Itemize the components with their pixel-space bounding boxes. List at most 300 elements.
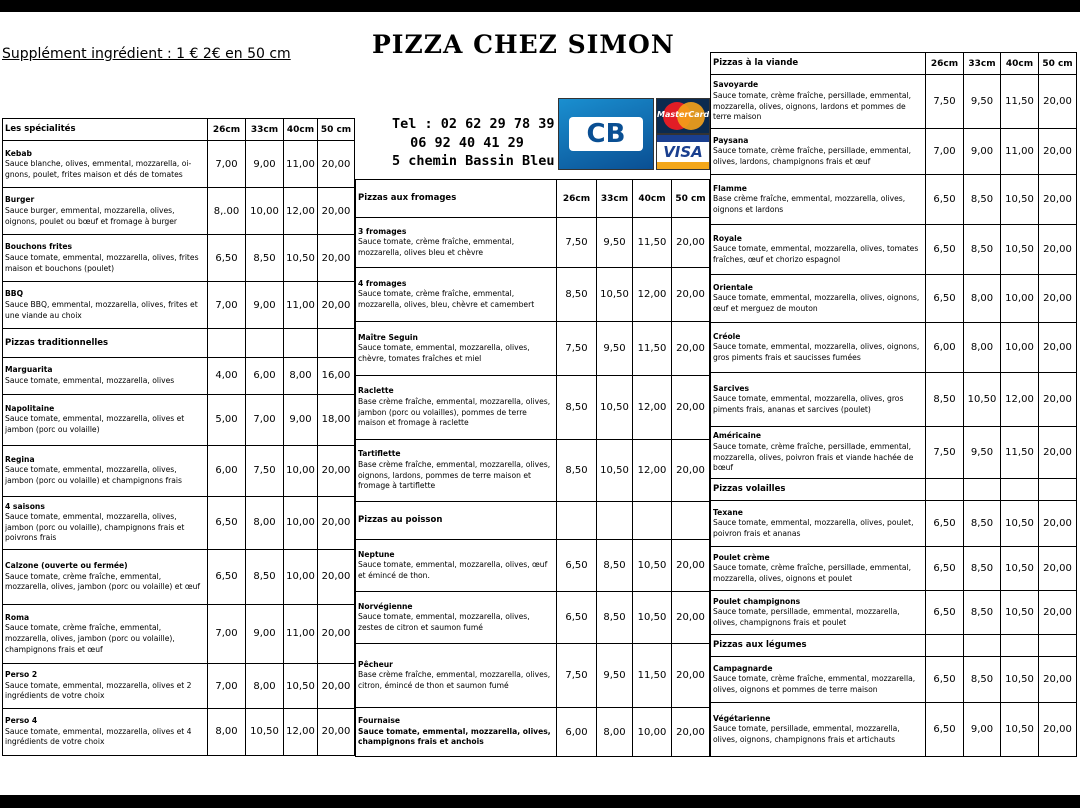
size-header — [318, 329, 355, 358]
item-price: 8,.00 — [208, 188, 246, 235]
item-price: 10,50 — [1001, 657, 1039, 703]
menu-item-campagnarde — [711, 657, 1077, 703]
item-description: Sauce tomate, emmental, mozzarella, olives, gros piments frais, ananas et sarcives (poulet) — [713, 394, 904, 414]
item-price: 20,00 — [318, 604, 355, 663]
menu-item-maitre-seguin — [356, 322, 710, 376]
item-info — [3, 604, 208, 663]
item-price: 9,50 — [964, 75, 1001, 129]
item-price: 10,50 — [597, 376, 633, 440]
item-price: 8,00 — [964, 323, 1001, 373]
item-description: Sauce tomate, emmental, mozzarella, olives, chèvre, tomates fraîches et miel — [358, 343, 530, 363]
item-name: Campagnarde — [713, 663, 773, 673]
item-price: 8,50 — [964, 175, 1001, 225]
item-price: 11,50 — [633, 218, 672, 268]
item-description: Sauce BBQ, emmental, mozzarella, olives, frites et une viande au choix — [5, 299, 198, 320]
item-price: 10,50 — [284, 664, 318, 709]
item-price: 20,00 — [672, 644, 710, 708]
item-price: 6,50 — [926, 501, 964, 547]
item-price: 6,50 — [926, 275, 964, 323]
item-name: Perso 4 — [5, 716, 38, 726]
item-name: 3 fromages — [358, 226, 407, 236]
item-name: Bouchons frites — [5, 242, 73, 252]
size-header: 26cm — [557, 180, 597, 218]
item-price: 8,50 — [246, 235, 284, 282]
item-name: Américaine — [713, 431, 762, 441]
menu-item-sarcives — [711, 373, 1077, 427]
item-info — [3, 549, 208, 604]
item-price: 8,50 — [557, 376, 597, 440]
item-price: 20,00 — [318, 445, 355, 496]
item-price: 9,00 — [964, 129, 1001, 175]
item-price: 7,50 — [246, 445, 284, 496]
item-price: 12,00 — [1001, 373, 1039, 427]
size-header — [633, 502, 672, 540]
item-name: Neptune — [358, 549, 395, 559]
menu-item-americaine — [711, 427, 1077, 479]
item-price: 8,00 — [246, 664, 284, 709]
item-price: 11,50 — [1001, 427, 1039, 479]
menu-item-raclette — [356, 376, 710, 440]
item-price: 20,00 — [672, 322, 710, 376]
item-name: BBQ — [5, 289, 24, 299]
item-price: 6,50 — [926, 703, 964, 757]
item-price: 20,00 — [318, 282, 355, 329]
item-price: 20,00 — [318, 708, 355, 755]
item-price: 4,00 — [208, 357, 246, 394]
item-info — [3, 708, 208, 755]
item-name: Royale — [713, 233, 742, 243]
size-header: 40cm — [1001, 53, 1039, 75]
item-price: 7,00 — [208, 604, 246, 663]
item-name: Roma — [5, 612, 30, 622]
menu-item-roma — [3, 604, 355, 663]
size-header: 26cm — [208, 119, 246, 141]
item-price: 8,50 — [964, 501, 1001, 547]
item-price: 8,00 — [246, 496, 284, 549]
item-price: 8,50 — [597, 592, 633, 644]
item-info — [711, 129, 926, 175]
item-description: Sauce tomate, emmental, mozzarella, olives et 4 ingrédients de votre choix — [5, 726, 192, 747]
menu-item-vegetarienne — [711, 703, 1077, 757]
item-name: Norvégienne — [358, 601, 413, 611]
item-price: 7,50 — [926, 427, 964, 479]
menu-item-perso-2 — [3, 664, 355, 709]
item-name: Maître Seguin — [358, 332, 418, 342]
item-price: 10,50 — [246, 708, 284, 755]
item-price: 7,00 — [926, 129, 964, 175]
item-info — [3, 188, 208, 235]
item-name: Burger — [5, 195, 35, 205]
size-header — [672, 502, 710, 540]
item-info — [356, 708, 557, 757]
size-header: 33cm — [964, 53, 1001, 75]
item-description: Sauce tomate, emmental, mozzarella, olives, zestes de citron et saumon fumé — [358, 612, 530, 632]
item-name: Regina — [5, 454, 35, 464]
item-info — [711, 657, 926, 703]
item-price: 20,00 — [1039, 547, 1077, 591]
item-name: Perso 2 — [5, 670, 38, 680]
item-price: 10,00 — [246, 188, 284, 235]
item-price: 20,00 — [1039, 275, 1077, 323]
item-price: 10,50 — [1001, 547, 1039, 591]
item-price: 8,00 — [964, 275, 1001, 323]
item-price: 7,50 — [926, 75, 964, 129]
size-header — [1039, 479, 1077, 501]
item-description: Sauce blanche, olives, emmental, mozzarella, oi-gnons, poulet, frites maison et dés de tomates — [5, 159, 192, 179]
section-title: Pizzas au poisson — [356, 502, 557, 540]
item-info — [3, 282, 208, 329]
menu-item-orientale — [711, 275, 1077, 323]
item-description: Sauce tomate, crème fraîche, emmental, mozzarella, olives, jambon (porc ou volaille) et œuf — [5, 571, 201, 592]
item-name: Orientale — [713, 282, 753, 292]
size-header — [208, 329, 246, 358]
menu-item-calzone-ouverte-ou-fermee — [3, 549, 355, 604]
item-description: Sauce tomate, crème fraîche, emmental, mozzarella, olives bleu et chèvre — [358, 237, 515, 257]
item-price: 7,50 — [557, 644, 597, 708]
size-header: 50 cm — [1039, 53, 1077, 75]
section-header-les-specialites — [3, 119, 355, 141]
section-header-pizzas-au-poisson — [356, 502, 710, 540]
size-header: 40cm — [633, 180, 672, 218]
item-price: 9,00 — [284, 394, 318, 445]
size-header — [926, 635, 964, 657]
item-info — [711, 275, 926, 323]
size-header — [926, 479, 964, 501]
item-description: Sauce tomate, emmental, mozzarella, olives, œuf et émincé de thon. — [358, 560, 548, 580]
item-price: 9,00 — [246, 141, 284, 188]
menu-item-fournaise — [356, 708, 710, 757]
size-header: 26cm — [926, 53, 964, 75]
menu-item-4-fromages — [356, 268, 710, 322]
item-price: 9,50 — [597, 322, 633, 376]
item-price: 6,00 — [246, 357, 284, 394]
item-description: Sauce tomate, crème fraîche, persillade, emmental, mozzarella, olives, poivron frais et viande hachée de bœuf — [713, 441, 914, 473]
item-name: Calzone (ouverte ou fermée) — [5, 560, 128, 570]
section-header-pizzas-a-la-viande — [711, 53, 1077, 75]
item-price: 10,50 — [633, 592, 672, 644]
item-price: 6,00 — [557, 708, 597, 757]
item-name: Paysana — [713, 135, 749, 145]
item-price: 20,00 — [318, 141, 355, 188]
item-price: 8,50 — [964, 225, 1001, 275]
item-name: Pêcheur — [358, 659, 393, 669]
menu-item-4-saisons — [3, 496, 355, 549]
item-price: 6,50 — [208, 496, 246, 549]
item-price: 7,00 — [208, 664, 246, 709]
item-price: 20,00 — [1039, 657, 1077, 703]
menu-item-3-fromages — [356, 218, 710, 268]
item-price: 11,00 — [284, 282, 318, 329]
item-price: 7,00 — [246, 394, 284, 445]
item-name: Créole — [713, 331, 741, 341]
item-price: 6,50 — [208, 549, 246, 604]
visa-logo-text: VISA — [663, 143, 703, 161]
item-info — [356, 218, 557, 268]
item-description: Sauce tomate, emmental, mozzarella, olives et 2 ingrédients de votre choix — [5, 680, 192, 701]
section-header-pizzas-traditionnelles — [3, 329, 355, 358]
menu-item-poulet-creme — [711, 547, 1077, 591]
item-description: Sauce tomate, emmental, mozzarella, olives, champignons frais et anchois — [358, 726, 551, 747]
item-price: 8,50 — [557, 440, 597, 502]
section-header-pizzas-aux-fromages — [356, 180, 710, 218]
item-price: 20,00 — [1039, 501, 1077, 547]
item-name: Texane — [713, 507, 743, 517]
visa-logo — [656, 134, 710, 170]
menu-item-poulet-champignons — [711, 591, 1077, 635]
item-name: Végétarienne — [713, 713, 771, 723]
item-price: 10,50 — [1001, 175, 1039, 225]
menu-item-texane — [711, 501, 1077, 547]
item-description: Sauce tomate, emmental, mozzarella, olives et jambon (porc ou volaille) — [5, 414, 185, 434]
item-info — [356, 540, 557, 592]
menu-item-pecheur — [356, 644, 710, 708]
item-price: 9,00 — [964, 703, 1001, 757]
section-header-pizzas-aux-legumes — [711, 635, 1077, 657]
item-price: 20,00 — [672, 376, 710, 440]
item-info — [3, 445, 208, 496]
mastercard-logo — [656, 98, 710, 134]
item-info — [711, 591, 926, 635]
menu-item-neptune — [356, 540, 710, 592]
item-name: Marguarita — [5, 365, 53, 375]
item-price: 20,00 — [672, 268, 710, 322]
item-price: 20,00 — [1039, 75, 1077, 129]
item-price: 11,00 — [1001, 129, 1039, 175]
section-title: Pizzas traditionnelles — [3, 329, 208, 358]
size-header — [964, 635, 1001, 657]
cb-card-logo — [558, 98, 654, 170]
menu-item-napolitaine — [3, 394, 355, 445]
size-header — [557, 502, 597, 540]
item-price: 6,50 — [926, 175, 964, 225]
item-name: Kebab — [5, 148, 32, 158]
item-price: 6,50 — [557, 592, 597, 644]
menu-item-flamme — [711, 175, 1077, 225]
item-price: 20,00 — [318, 235, 355, 282]
item-price: 10,50 — [1001, 591, 1039, 635]
item-price: 9,50 — [597, 218, 633, 268]
phone-line-1: Tel : 02 62 29 78 39 — [392, 116, 555, 132]
size-header — [1001, 479, 1039, 501]
item-price: 6,50 — [926, 657, 964, 703]
item-price: 20,00 — [672, 540, 710, 592]
item-price: 8,50 — [964, 657, 1001, 703]
item-price: 8,00 — [597, 708, 633, 757]
item-price: 10,50 — [284, 235, 318, 282]
item-name: Sarcives — [713, 383, 750, 393]
item-description: Sauce tomate, emmental, mozzarella, olives, tomates fraîches, œuf et chorizo espagnol — [713, 244, 919, 264]
item-price: 20,00 — [1039, 175, 1077, 225]
section-header-pizzas-volailles — [711, 479, 1077, 501]
item-name: Poulet champignons — [713, 596, 801, 606]
item-info — [711, 323, 926, 373]
item-price: 8,50 — [597, 540, 633, 592]
size-header — [1001, 635, 1039, 657]
item-description: Sauce tomate, persillade, emmental, mozzarella, olives, oignons, champignons frais et artichauts — [713, 724, 900, 744]
address-line: 5 chemin Bassin Bleu — [392, 153, 555, 169]
item-price: 20,00 — [1039, 427, 1077, 479]
specialites-table — [2, 118, 355, 756]
item-price: 12,00 — [284, 188, 318, 235]
item-price: 11,50 — [633, 644, 672, 708]
item-name: Raclette — [358, 386, 394, 396]
item-info — [356, 376, 557, 440]
item-price: 18,00 — [318, 394, 355, 445]
item-price: 20,00 — [318, 549, 355, 604]
item-price: 6,50 — [926, 547, 964, 591]
item-price: 10,00 — [284, 549, 318, 604]
item-price: 11,50 — [633, 322, 672, 376]
menu-item-perso-4 — [3, 708, 355, 755]
menu-page — [0, 12, 1080, 795]
section-title: Pizzas aux légumes — [711, 635, 926, 657]
item-description: Sauce tomate, crème fraîche, persillade, emmental, olives, lardons, champignons frais et œuf — [713, 146, 912, 166]
menu-item-royale — [711, 225, 1077, 275]
item-price: 8,00 — [284, 357, 318, 394]
supplement-note: Supplément ingrédient : 1 € 2€ en 50 cm — [2, 46, 291, 62]
item-price: 11,00 — [284, 141, 318, 188]
item-info — [711, 225, 926, 275]
menu-item-paysana — [711, 129, 1077, 175]
mastercard-logo-text: MasterCard — [657, 110, 710, 119]
item-price: 9,00 — [246, 604, 284, 663]
item-info — [356, 268, 557, 322]
item-price: 20,00 — [318, 496, 355, 549]
cb-logo-text: CB — [569, 117, 643, 151]
item-description: Sauce tomate, emmental, mozzarella, olives, oignons, œuf et merguez de mouton — [713, 293, 920, 313]
item-info — [356, 440, 557, 502]
item-name: Savoyarde — [713, 80, 759, 90]
item-name: Napolitaine — [5, 403, 55, 413]
item-description: Sauce tomate, emmental, mozzarella, olives, jambon (porc ou volaille) et champignons frais — [5, 465, 182, 485]
item-description: Sauce tomate, emmental, mozzarella, olives, poulet, poivron frais et ananas — [713, 518, 914, 538]
item-price: 11,50 — [1001, 75, 1039, 129]
item-name: Flamme — [713, 183, 747, 193]
menu-item-kebab — [3, 141, 355, 188]
menu-item-bbq — [3, 282, 355, 329]
item-price: 20,00 — [1039, 373, 1077, 427]
contact-block — [392, 115, 555, 171]
restaurant-title: PIZZA CHEZ SIMON — [372, 30, 675, 59]
item-price: 20,00 — [318, 664, 355, 709]
menu-item-bouchons-frites — [3, 235, 355, 282]
item-info — [356, 322, 557, 376]
section-title: Pizzas aux fromages — [356, 180, 557, 218]
item-info — [711, 75, 926, 129]
item-price: 10,50 — [633, 540, 672, 592]
item-description: Sauce tomate, crème fraîche, emmental, mozzarella, olives, bleu, chèvre et camembert — [358, 289, 535, 309]
item-price: 9,00 — [246, 282, 284, 329]
size-header: 33cm — [597, 180, 633, 218]
item-description: Sauce tomate, crème fraîche, emmental, mozzarella, olives, jambon (porc ou volaille), champignons frais et œuf — [5, 623, 175, 654]
menu-item-savoyarde — [711, 75, 1077, 129]
item-price: 20,00 — [672, 592, 710, 644]
viande-volailles-legumes-table — [710, 52, 1077, 757]
size-header: 50 cm — [672, 180, 710, 218]
item-info — [356, 644, 557, 708]
item-price: 20,00 — [1039, 703, 1077, 757]
item-price: 20,00 — [318, 188, 355, 235]
item-price: 10,00 — [1001, 275, 1039, 323]
item-price: 8,50 — [926, 373, 964, 427]
item-price: 8,50 — [964, 547, 1001, 591]
size-header: 40cm — [284, 119, 318, 141]
size-header — [597, 502, 633, 540]
item-name: Fournaise — [358, 716, 401, 726]
item-price: 5,00 — [208, 394, 246, 445]
item-description: Sauce tomate, emmental, mozzarella, olives, frites maison et bouchons (poulet) — [5, 253, 199, 273]
item-price: 10,50 — [597, 268, 633, 322]
item-description: Sauce tomate, crème fraîche, persillade, emmental, mozzarella, olives, oignons, lardons et pommes de terre maison — [713, 90, 912, 122]
item-price: 10,00 — [1001, 323, 1039, 373]
item-price: 20,00 — [1039, 591, 1077, 635]
item-price: 10,50 — [1001, 501, 1039, 547]
item-info — [711, 175, 926, 225]
item-description: Sauce burger, emmental, mozzarella, olives, oignons, poulet ou bœuf et fromage à burger — [5, 206, 178, 226]
item-price: 20,00 — [1039, 323, 1077, 373]
item-price: 20,00 — [1039, 129, 1077, 175]
item-info — [3, 496, 208, 549]
item-price: 8,50 — [246, 549, 284, 604]
item-price: 10,00 — [284, 445, 318, 496]
item-price: 20,00 — [1039, 225, 1077, 275]
item-price: 16,00 — [318, 357, 355, 394]
item-price: 8,50 — [964, 591, 1001, 635]
fromages-poisson-table — [355, 179, 710, 757]
item-info — [356, 592, 557, 644]
item-description: Sauce tomate, emmental, mozzarella, olives, jambon (porc ou volaille), champignons frais et poivrons frais — [5, 512, 185, 543]
item-price: 10,50 — [1001, 225, 1039, 275]
menu-item-norvegienne — [356, 592, 710, 644]
item-info — [3, 141, 208, 188]
item-price: 10,50 — [597, 440, 633, 502]
item-price: 12,00 — [633, 440, 672, 502]
item-info — [3, 357, 208, 394]
item-price: 7,00 — [208, 282, 246, 329]
menu-item-marguarita — [3, 357, 355, 394]
item-price: 6,50 — [926, 225, 964, 275]
item-price: 9,50 — [597, 644, 633, 708]
item-price: 12,00 — [633, 376, 672, 440]
item-price: 6,00 — [926, 323, 964, 373]
item-description: Sauce tomate, crème fraîche, emmental, mozzarella, olives, oignons et pommes de terre maison — [713, 674, 916, 694]
phone-line-2: 06 92 40 41 29 — [410, 134, 524, 151]
item-name: Poulet crème — [713, 552, 770, 562]
item-price: 10,00 — [633, 708, 672, 757]
item-info — [711, 427, 926, 479]
size-header — [964, 479, 1001, 501]
section-title: Pizzas volailles — [711, 479, 926, 501]
item-price: 12,00 — [284, 708, 318, 755]
item-info — [3, 235, 208, 282]
item-description: Base crème fraîche, emmental, mozzarella, olives, jambon (porc ou volailles), pommes de terre maison et fromage à raclette — [358, 396, 551, 428]
item-price: 6,00 — [208, 445, 246, 496]
item-price: 11,00 — [284, 604, 318, 663]
item-price: 6,50 — [557, 540, 597, 592]
item-price: 20,00 — [672, 440, 710, 502]
item-description: Sauce tomate, emmental, mozzarella, olives, oignons, gros piments frais et saucisses fumées — [713, 342, 920, 362]
section-title: Les spécialités — [3, 119, 208, 141]
item-price: 7,50 — [557, 218, 597, 268]
menu-item-creole — [711, 323, 1077, 373]
item-name: 4 fromages — [358, 278, 407, 288]
item-info — [711, 501, 926, 547]
menu-item-tartiflette — [356, 440, 710, 502]
item-description: Base crème fraîche, emmental, mozzarella, olives, oignons et lardons — [713, 194, 906, 214]
item-name: 4 saisons — [5, 501, 45, 511]
item-price: 6,50 — [926, 591, 964, 635]
size-header: 33cm — [246, 119, 284, 141]
